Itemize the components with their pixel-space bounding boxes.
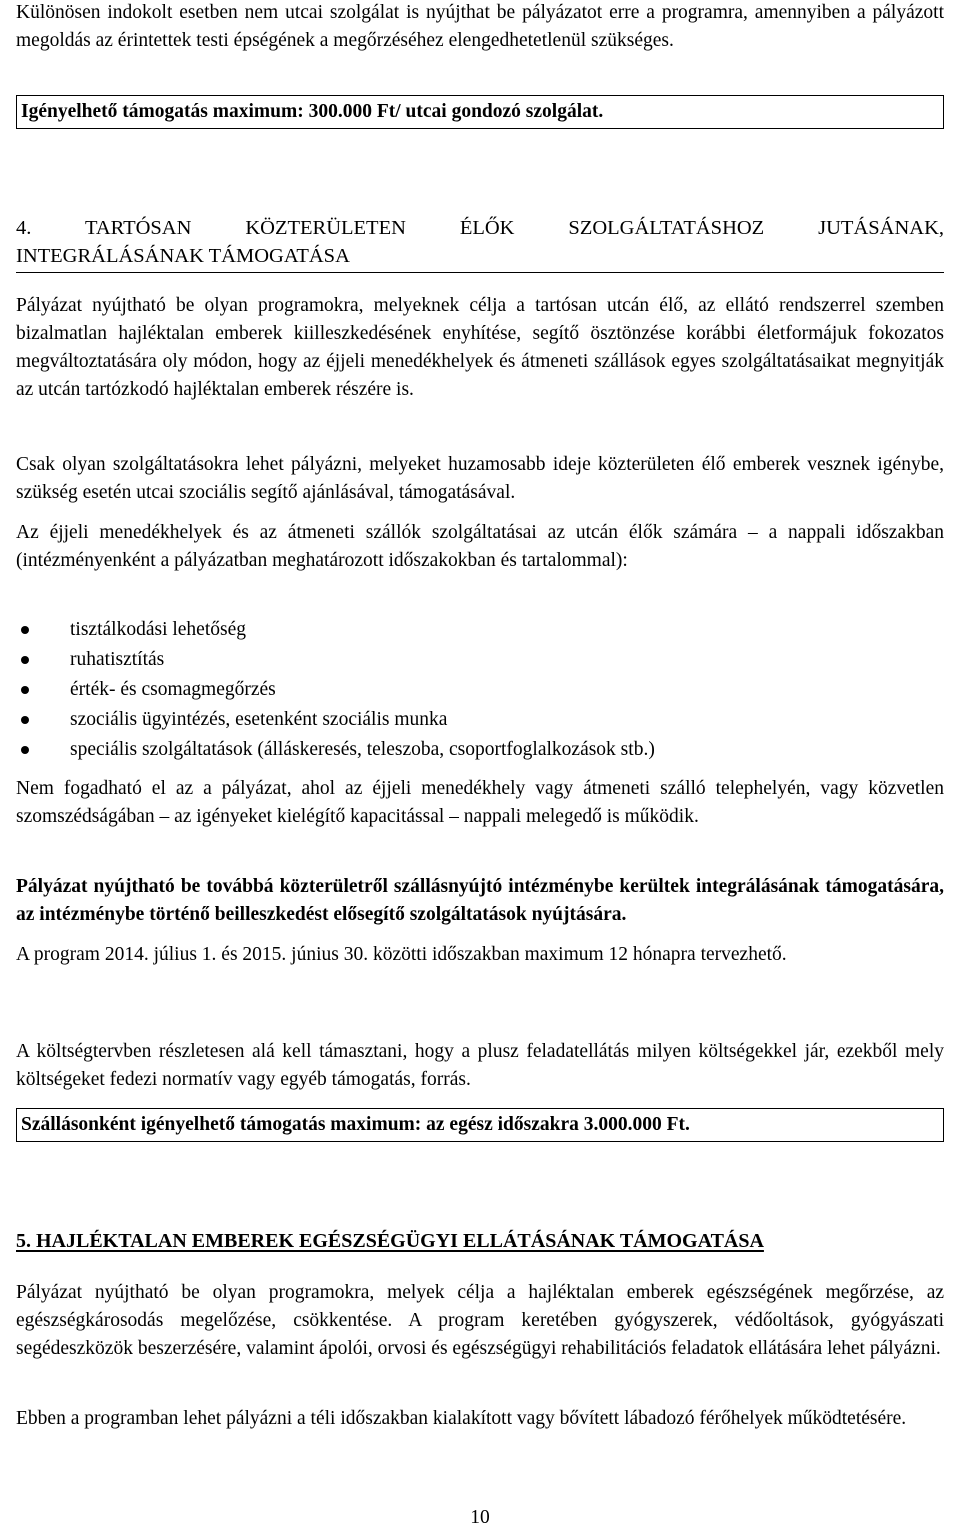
bullet-icon bbox=[21, 746, 29, 754]
bullet-icon bbox=[21, 716, 29, 724]
list-item: speciális szolgáltatások (álláskeresés, teleszoba, csoportfoglalkozások stb.) bbox=[16, 735, 944, 765]
section4-paragraph-5: Pályázat nyújtható be továbbá közterületről szállásnyújtó intézménybe kerültek integrálásának támogatására, az intézménybe történő beilleszkedést elősegítő szolgáltatások nyújtására. bbox=[16, 876, 944, 925]
section4-heading bbox=[16, 214, 944, 273]
section4-max-support-text: Szállásonként igényelhető támogatás maximum: az egész időszakra 3.000.000 Ft. bbox=[21, 1114, 690, 1135]
section4-paragraph-4: Nem fogadható el az a pályázat, ahol az éjjeli menedékhely vagy átmeneti szálló telephelyén, vagy közvetlen szomszédságában – az igényeket kielégítő kapacitással – nappali melegedő is működik. bbox=[16, 778, 944, 827]
bullet-icon bbox=[21, 656, 29, 664]
section4-max-support-box bbox=[16, 1108, 944, 1142]
section5-paragraph-2: Ebben a programban lehet pályázni a téli időszakban kialakított vagy bővített lábadozó férőhelyek működtetésére. bbox=[16, 1408, 907, 1429]
list-item: szociális ügyintézés, esetenként szociális munka bbox=[16, 705, 944, 735]
section4-paragraph-3: Az éjjeli menedékhelyek és az átmeneti szállók szolgáltatásai az utcán élők számára – a nappali időszakban (intézményenként a pályázatban meghatározott időszakokban és tartalommal): bbox=[16, 522, 944, 571]
services-list bbox=[16, 615, 944, 765]
bullet-icon bbox=[21, 686, 29, 694]
section5-heading: 5. HAJLÉKTALAN EMBEREK EGÉSZSÉGÜGYI ELLÁTÁSÁNAK TÁMOGATÁSA bbox=[16, 1230, 764, 1252]
list-item: érték- és csomagmegőrzés bbox=[16, 675, 944, 705]
list-item: ruhatisztítás bbox=[16, 645, 944, 675]
page-number: 10 bbox=[470, 1507, 490, 1528]
intro-max-support-text: Igényelhető támogatás maximum: 300.000 Ft/ utcai gondozó szolgálat. bbox=[21, 101, 604, 122]
list-item: tisztálkodási lehetőség bbox=[16, 615, 944, 645]
section4-paragraph-1: Pályázat nyújtható be olyan programokra, melyeknek célja a tartósan utcán élő, az ellátó rendszerrel szemben bizalmatlan hajléktalan emberek kiilleszkedésének enyhítése, segítő ösztönzése korábbi életformájuk fokozatos megváltoztatására oly módon, hogy az éjjeli menedékhelyek és átmeneti szállások egyes szolgáltatásaikat megnyitják az utcán tartózkodó hajléktalan emberek részére is. bbox=[16, 295, 944, 400]
section5-paragraph-1: Pályázat nyújtható be olyan programokra, melyek célja a hajléktalan emberek egészségének megőrzése, az egészségkárosodás megelőzése, csökkentése. A program keretében gyógyszerek, védőoltások, gyógyászati segédeszközök beszerzésére, valamint ápolói, orvosi és egészségügyi rehabilitációs feladatok ellátására lehet pályázni. bbox=[16, 1282, 944, 1359]
intro-max-support-box bbox=[16, 95, 944, 129]
bullet-icon bbox=[21, 626, 29, 634]
intro-paragraph: Különösen indokolt esetben nem utcai szolgálat is nyújthat be pályázatot erre a programra, amennyiben a pályázott megoldás az érintettek testi épségének a megőrzéséhez elengedhetetlenül szükséges. bbox=[16, 2, 944, 51]
section4-heading-line1: 4. TARTÓSAN KÖZTERÜLETEN ÉLŐK SZOLGÁLTATÁSHOZ JUTÁSÁNAK, bbox=[16, 217, 944, 239]
section4-paragraph-2: Csak olyan szolgáltatásokra lehet pályázni, melyeket huzamosabb ideje közterületen élő emberek vesznek igénybe, szükség esetén utcai szociális segítő ajánlásával, támogatásával. bbox=[16, 454, 944, 503]
section4-heading-line2: INTEGRÁLÁSÁNAK TÁMOGATÁSA bbox=[16, 245, 350, 267]
section4-paragraph-7: A költségtervben részletesen alá kell támasztani, hogy a plusz feladatellátás milyen költségekkel jár, ezekből mely költségeket fedezi normatív vagy egyéb támogatás, forrás. bbox=[16, 1041, 944, 1090]
section4-paragraph-6: A program 2014. július 1. és 2015. június 30. közötti időszakban maximum 12 hónapra tervezhető. bbox=[16, 944, 787, 965]
